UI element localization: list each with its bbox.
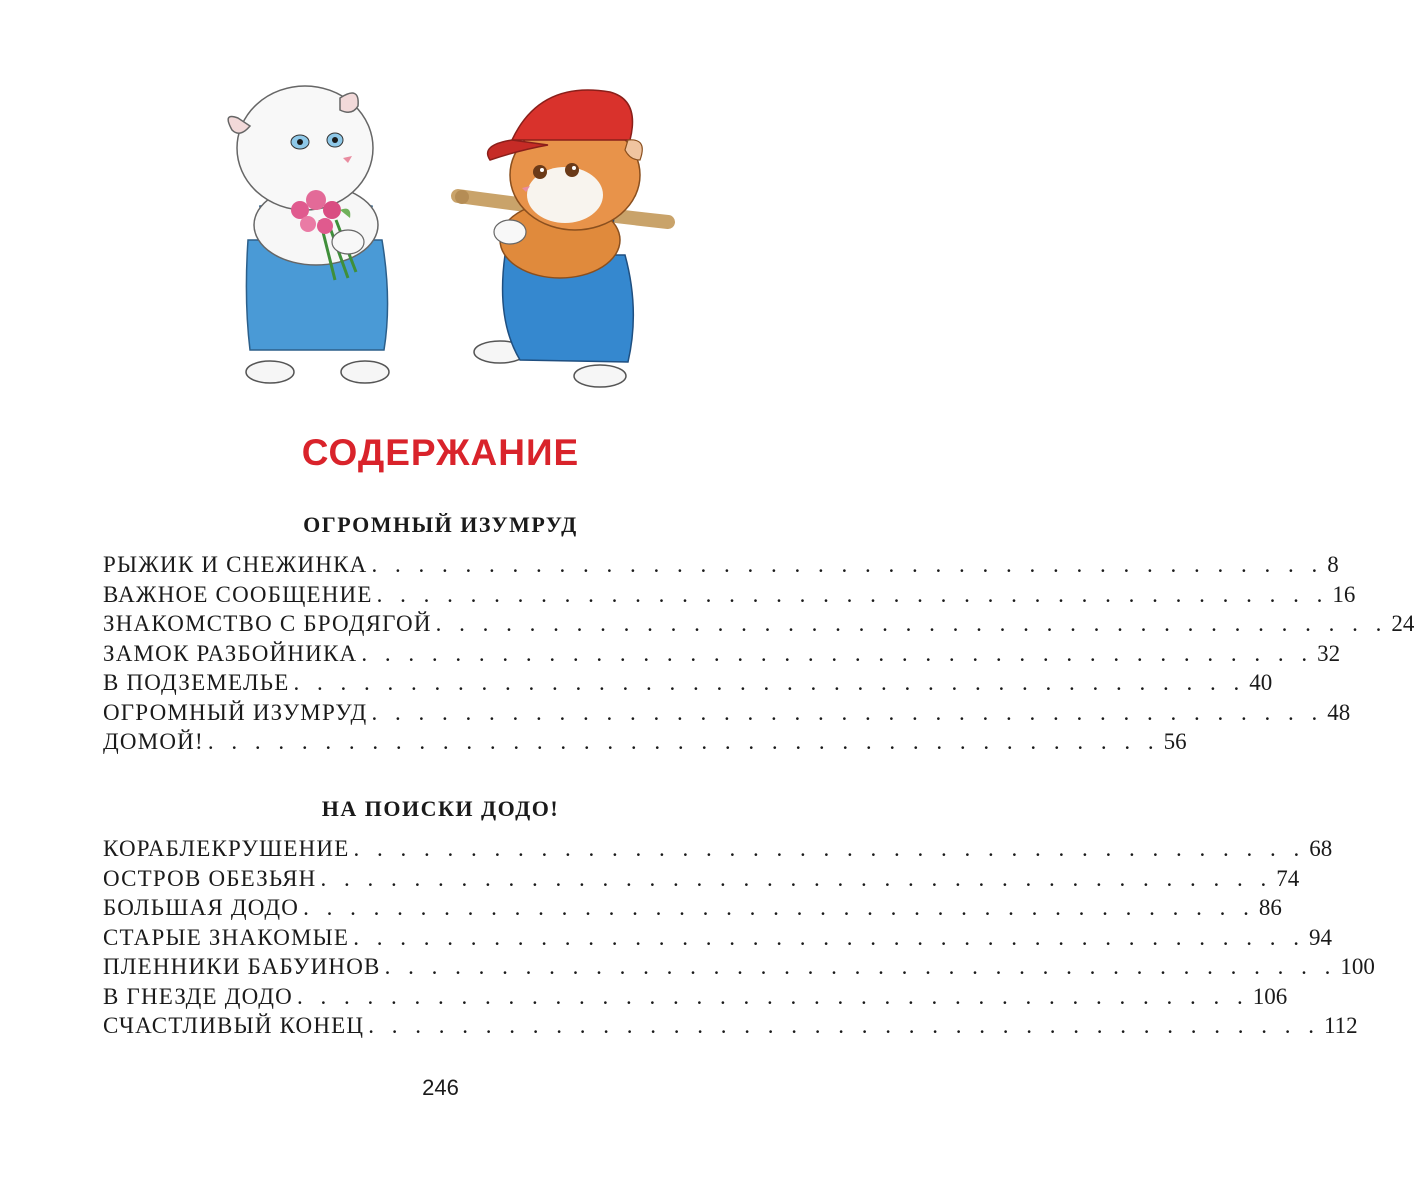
page-number: 246 bbox=[422, 1075, 459, 1100]
leader-dots: . . . . . . . . . . . . . . . . . . . . . . . . . . . . . . . . . . . . . . . . . bbox=[353, 924, 1305, 950]
leader-dots: . . . . . . . . . . . . . . . . . . . . . . . . . . . . . . . . . . . . . . . . . bbox=[371, 699, 1324, 725]
leader-dots: . . . . . . . . . . . . . . . . . . . . . . . . . . . . . . . . . . . . . . . . . bbox=[361, 640, 1314, 666]
toc-entry-title: ОГРОМНЫЙ ИЗУМРУД bbox=[103, 699, 368, 725]
toc-entry[interactable] bbox=[103, 699, 1351, 730]
leader-dots: . . . . . . . . . . . . . . . . . . . . . . . . . . . . . . . . . . . . . . . . . bbox=[384, 954, 1337, 979]
toc-entry-page: 8 bbox=[1327, 552, 1339, 577]
toc-entry-page: 68 bbox=[1309, 836, 1333, 861]
leader-dots: . . . . . . . . . . . . . . . . . . . . . . . . . . . . . . . . . . . . . . . . . bbox=[293, 670, 1246, 695]
toc-entry-title: ОСТРОВ ОБЕЗЬЯН bbox=[103, 865, 317, 891]
leader-dots: . . . . . . . . . . . . . . . . . . . . . . . . . . . . . . . . . . . . . . . . . bbox=[320, 865, 1273, 891]
toc-entry-page: 40 bbox=[1249, 670, 1273, 695]
hamsters-illustration bbox=[0, 0, 881, 420]
toc-entry-title: В ПОДЗЕМЕЛЬЕ bbox=[103, 670, 290, 695]
page-title: СОДЕРЖАНИЕ bbox=[301, 432, 580, 473]
toc-entry[interactable] bbox=[103, 836, 1333, 866]
toc-entry-page: 86 bbox=[1258, 895, 1282, 920]
toc-entry-page: 100 bbox=[1340, 954, 1375, 979]
leader-dots: . . . . . . . . . . . . . . . . . . . . . . . . . . . . . . . . . . . . . . . . . bbox=[303, 895, 1255, 920]
section-heading: НА ПОИСКИ ДОДО! bbox=[321, 796, 560, 821]
toc-entry-page: 112 bbox=[1324, 1013, 1358, 1038]
toc-entry[interactable] bbox=[103, 1013, 1358, 1043]
toc-entry[interactable] bbox=[103, 954, 1375, 984]
leader-dots: . . . . . . . . . . . . . . . . . . . . . . . . . . . . . . . . . . . . . . . . . bbox=[353, 836, 1306, 861]
toc-entry-title: ДОМОЙ! bbox=[103, 729, 204, 754]
toc-entry[interactable] bbox=[103, 611, 1414, 641]
toc-entry-title: ПЛЕННИКИ БАБУИНОВ bbox=[103, 954, 381, 979]
toc-entry-page: 24 bbox=[1391, 611, 1414, 636]
leader-dots: . . . . . . . . . . . . . . . . . . . . . . . . . . . . . . . . . . . . . . . . . bbox=[207, 729, 1160, 754]
toc-entry-page: 74 bbox=[1276, 865, 1300, 891]
toc-entry-title: СТАРЫЕ ЗНАКОМЫЕ bbox=[103, 924, 350, 950]
leader-dots: . . . . . . . . . . . . . . . . . . . . . . . . . . . . . . . . . . . . . . . . . bbox=[376, 581, 1329, 607]
ginger-hamster-figure bbox=[455, 90, 668, 387]
toc-entry-title: СЧАСТЛИВЫЙ КОНЕЦ bbox=[103, 1013, 365, 1038]
leader-dots: . . . . . . . . . . . . . . . . . . . . . . . . . . . . . . . . . . . . . . . . . bbox=[368, 1013, 1320, 1038]
toc-entry-page: 94 bbox=[1308, 924, 1332, 950]
toc-entry[interactable] bbox=[103, 865, 1300, 896]
toc-entry-title: ЗАМОК РАЗБОЙНИКА bbox=[103, 640, 358, 666]
white-hamster-figure bbox=[228, 86, 389, 383]
leader-dots: . . . . . . . . . . . . . . . . . . . . . . . . . . . . . . . . . . . . . . . . . bbox=[435, 611, 1388, 636]
toc-entry-page: 48 bbox=[1327, 699, 1351, 725]
toc-entry-page: 32 bbox=[1317, 640, 1341, 666]
toc-entry[interactable] bbox=[103, 670, 1273, 700]
section-heading: ОГРОМНЫЙ ИЗУМРУД bbox=[303, 512, 578, 537]
toc-entry-title: ВАЖНОЕ СООБЩЕНИЕ bbox=[103, 581, 373, 607]
toc-entry[interactable] bbox=[103, 983, 1288, 1014]
toc-entry-title: БОЛЬШАЯ ДОДО bbox=[103, 895, 300, 920]
toc-entry-page: 56 bbox=[1163, 729, 1187, 754]
toc-entry-title: РЫЖИК И СНЕЖИНКА bbox=[103, 552, 368, 577]
toc-entry-title: В ГНЕЗДЕ ДОДО bbox=[103, 983, 293, 1009]
toc-entry-title: КОРАБЛЕКРУШЕНИЕ bbox=[103, 836, 350, 861]
toc-entry[interactable] bbox=[103, 729, 1187, 759]
toc-list bbox=[103, 552, 1414, 759]
toc-list bbox=[103, 836, 1375, 1043]
toc-entry[interactable] bbox=[103, 924, 1332, 955]
toc-entry[interactable] bbox=[103, 581, 1356, 612]
leader-dots: . . . . . . . . . . . . . . . . . . . . . . . . . . . . . . . . . . . . . . . . . bbox=[297, 983, 1249, 1009]
toc-entry-page: 16 bbox=[1332, 581, 1356, 607]
toc-entry-title: ЗНАКОМСТВО С БРОДЯГОЙ bbox=[103, 611, 432, 636]
toc-entry-page: 106 bbox=[1252, 983, 1288, 1009]
toc-entry[interactable] bbox=[103, 895, 1282, 925]
toc-entry[interactable] bbox=[103, 640, 1341, 671]
leader-dots: . . . . . . . . . . . . . . . . . . . . . . . . . . . . . . . . . . . . . . . . . bbox=[371, 552, 1324, 577]
toc-entry[interactable] bbox=[103, 552, 1339, 582]
